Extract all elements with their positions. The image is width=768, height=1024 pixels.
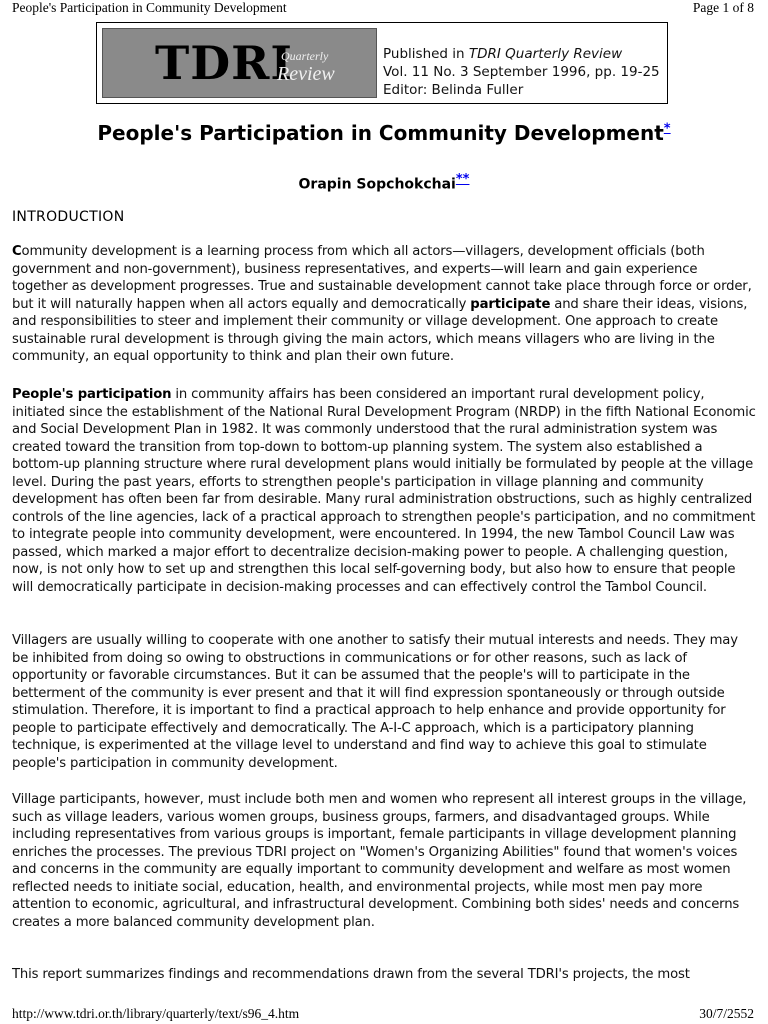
publication-info — [383, 45, 660, 99]
article-title-text: People's Participation in Community Development — [97, 121, 664, 145]
paragraph-1 — [12, 243, 756, 366]
print-header — [0, 0, 768, 18]
paragraph-2 — [12, 386, 756, 596]
logo-quarterly-text: Quarterly — [281, 49, 329, 63]
article-title — [0, 121, 768, 145]
volume-line: Vol. 11 No. 3 September 1996, pp. 19-25 — [383, 64, 660, 80]
header-doc-title: People's Participation in Community Development — [12, 0, 287, 15]
author-footnote-link[interactable]: ** — [455, 172, 470, 187]
logo-review-text: Review — [277, 63, 335, 85]
paragraph-1-rest: and share their ideas, visions, and responsibilities to steer and implement their community or village development. One approach to create sustainable rural development is through giving the main actors, which means villagers who are living in the community, an equal opportunity to think and plan their own future. — [12, 296, 748, 364]
paragraph-1-bold: participate — [470, 296, 551, 312]
footer-date: 30/7/2552 — [699, 1006, 754, 1021]
published-in-line — [383, 45, 660, 63]
article-author — [0, 172, 768, 193]
footer-url: http://www.tdri.or.th/library/quarterly/text/s96_4.htm — [12, 1006, 300, 1021]
author-name: Orapin Sopchokchai — [298, 176, 456, 193]
paragraph-1-text: ommunity development is a learning process from which all actors—villagers, development officials (both government and non-government), business representatives, and experts—will learn and gain experience together as development progresses. True and sustainable development cannot take place through force or order, but it will naturally happen when all actors equally and democratically — [12, 244, 752, 312]
section-heading-introduction: INTRODUCTION — [12, 209, 125, 225]
paragraph-2-rest: in community affairs has been considered an important rural development policy, initiated since the establishment of the National Rural Development Program (NRDP) in the fifth National Economic and Social Development Plan in 1982. It was commonly understood that the rural administration system was created toward the transition from top-down to bottom-up planning system. The system also established a bottom-up planning structure where rural development plans would initially be formulated by people at the village level. During the past years, efforts to strengthen people's participation in village planning and community development has often been far from desirable. Many rural administration obstructions, such as highly centralized controls of the line agencies, lack of a practical approach to strengthen people's participation, and no commitment to integrate people into community development, were encountered. In 1994, the new Tambol Council Law was passed, which marked a major effort to decentralize decision-making power to people. A challenging question, now, is not only how to set up and strengthen this local self-governing body, but also how to ensure that people will democratically participate in decision-making processes and can effectively control the Tambol Council. — [12, 387, 756, 595]
logo-tdri-text: TDRI — [155, 36, 293, 90]
paragraph-4: Village participants, however, must include both men and women who represent all interest groups in the village, such as village leaders, various women groups, business groups, farmers, and disadvantaged groups. While including representatives from various groups is important, female participants in village development planning enriches the processes. The previous TDRI project on "Women's Organizing Abilities" found that women's voices and concerns in the community are equally important to community development and welfare as most women reflected needs to initiate social, education, health, and environmental projects, while most men pay more attention to economic, agricultural, and infrastructural development. Combining both sides' needs and concerns creates a more balanced community development plan. — [12, 792, 747, 930]
tdri-quarterly-review-logo — [102, 28, 377, 98]
print-footer — [0, 1006, 768, 1022]
header-page-indicator: Page 1 of 8 — [692, 0, 754, 15]
drop-letter: C — [12, 244, 22, 259]
paragraph-5: This report summarizes findings and recommendations drawn from the several TDRI's projects, the most — [12, 967, 690, 982]
editor-line: Editor: Belinda Fuller — [383, 82, 524, 98]
paragraph-2-bold: People's participation — [12, 387, 172, 402]
masthead-banner — [96, 22, 668, 104]
title-footnote-link[interactable]: * — [663, 121, 671, 137]
published-prefix: Published in — [383, 46, 469, 62]
paragraph-3: Villagers are usually willing to cooperate with one another to satisfy their mutual interests and needs. They may be inhibited from doing so owing to obstructions in communications or for other reasons, such as lack of opportunity or favorable circumstances. But it can be assumed that the people's will to participate in the betterment of the community is ever present and that it will find expression spontaneously or through outside stimulation. Therefore, it is important to find a practical approach to help enhance and provide opportunity for people to participate effectively and democratically. The A-I-C approach, which is a participatory planning technique, is experimented at the village level to understand and find way to achieve this goal to stimulate people's participation in community development. — [12, 633, 738, 771]
journal-name: TDRI Quarterly Review — [468, 46, 623, 62]
